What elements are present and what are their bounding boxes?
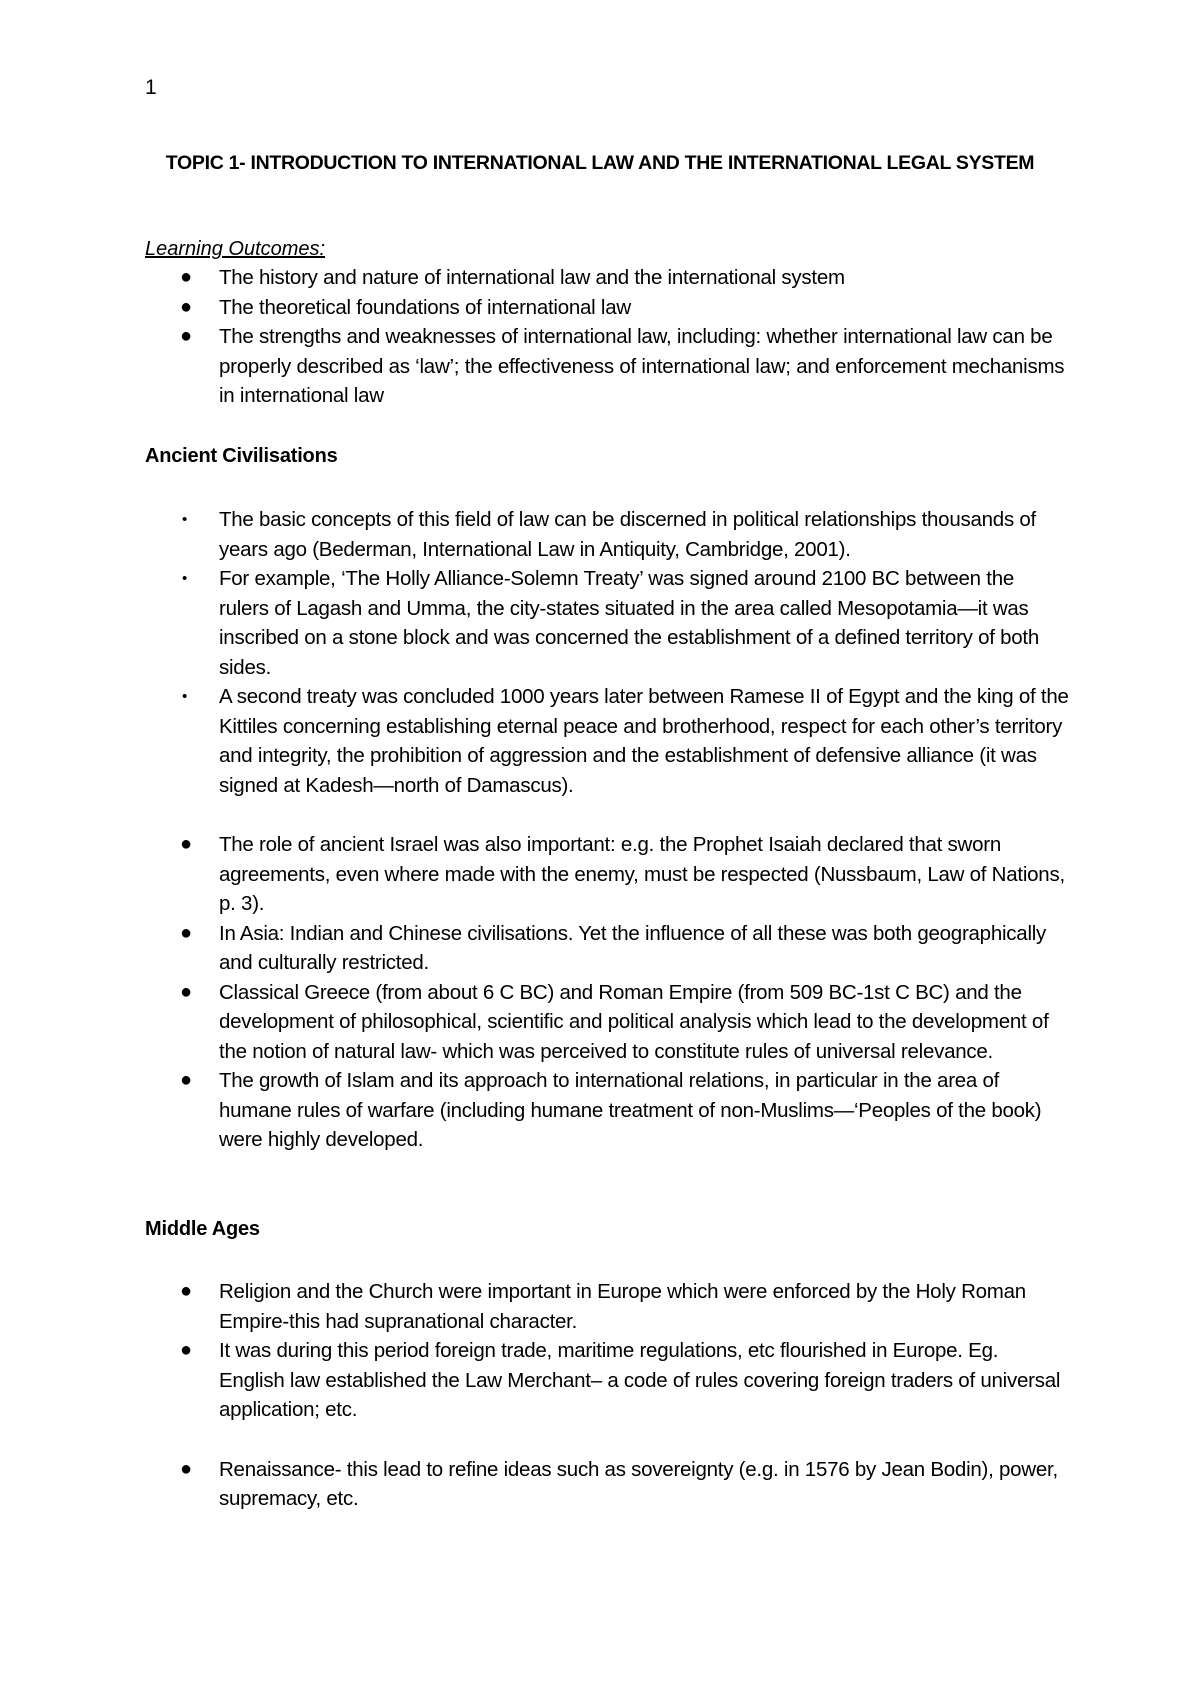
section-heading-ancient: Ancient Civilisations — [145, 445, 338, 467]
bullet-icon: ● — [180, 1280, 192, 1302]
bullet-icon: ● — [180, 1069, 192, 1091]
list-item: ● It was during this period foreign trade, maritime regulations, etc flourished in Europe. Eg. English law established the Law Merchant– a code of rules covering foreign traders of universal application; etc. — [0, 1336, 1069, 1425]
list-item: • A second treaty was concluded 1000 years later between Ramese II of Egypt and the king of the Kittiles concerning establishing eternal peace and brotherhood, respect for each other’s territory and integrity, the prohibition of aggression and the establishment of defensive alliance (it was signed at Kadesh—north of Damascus). — [0, 682, 1069, 800]
bullet-icon: ● — [180, 325, 192, 347]
list-item: ● In Asia: Indian and Chinese civilisations. Yet the influence of all these was both geographically and culturally restricted. — [0, 919, 1069, 978]
list-item: ● The role of ancient Israel was also important: e.g. the Prophet Isaiah declared that sworn agreements, even where made with the enemy, must be respected (Nussbaum, Law of Nations, p. 3). — [0, 830, 1069, 919]
list-item: • The basic concepts of this field of law can be discerned in political relationships thousands of years ago (Bederman, International Law in Antiquity, Cambridge, 2001). — [0, 505, 1069, 564]
list-item: ● Religion and the Church were important in Europe which were enforced by the Holy Roman Empire-this had supranational character. — [0, 1277, 1069, 1336]
list-item: ● Classical Greece (from about 6 C BC) and Roman Empire (from 509 BC-1st C BC) and the development of philosophical, scientific and political analysis which lead to the development of the notion of natural law- which was perceived to constitute rules of universal relevance. — [0, 978, 1069, 1067]
bullet-icon: ● — [180, 1339, 192, 1361]
section-heading-middle-ages: Middle Ages — [145, 1218, 260, 1240]
list-item: ● The history and nature of international law and the international system — [0, 263, 1069, 293]
page-number: 1 — [145, 76, 157, 99]
list-item: • For example, ‘The Holly Alliance-Solemn Treaty’ was signed around 2100 BC between the rulers of Lagash and Umma, the city-states situated in the area called Mesopotamia—it was inscribed on a stone block and was concerned the establishment of a defined territory of both sides. — [0, 564, 1069, 682]
bullet-icon: ● — [180, 1457, 192, 1480]
bullet-icon: • — [182, 688, 188, 705]
bullet-icon: • — [182, 570, 188, 587]
list-item: ● The theoretical foundations of international law — [0, 293, 1069, 323]
bullet-icon: ● — [180, 921, 192, 944]
bullet-icon: ● — [180, 266, 192, 288]
learning-outcomes-label: Learning Outcomes: — [145, 238, 326, 260]
middle-ages-list — [0, 1277, 1069, 1514]
list-item: ● The growth of Islam and its approach to international relations, in particular in the area of humane rules of warfare (including humane treatment of non-Muslims—‘Peoples of the book) were highly developed. — [0, 1066, 1069, 1155]
bullet-icon: ● — [180, 833, 192, 855]
bullet-icon: • — [182, 511, 188, 528]
learning-outcomes-list — [0, 263, 1069, 411]
bullet-icon: ● — [180, 980, 192, 1003]
list-item: ● Renaissance- this lead to refine ideas such as sovereignty (e.g. in 1576 by Jean Bodin), power, supremacy, etc. — [0, 1455, 1069, 1514]
bullet-icon: ● — [180, 295, 192, 318]
ancient-list — [0, 505, 1069, 1155]
list-item: ● The strengths and weaknesses of international law, including: whether international law can be properly described as ‘law’; the effectiveness of international law; and enforcement mechanisms in international law — [0, 322, 1069, 411]
document-title: TOPIC 1- INTRODUCTION TO INTERNATIONAL LAW AND THE INTERNATIONAL LEGAL SYSTEM — [165, 152, 1035, 174]
